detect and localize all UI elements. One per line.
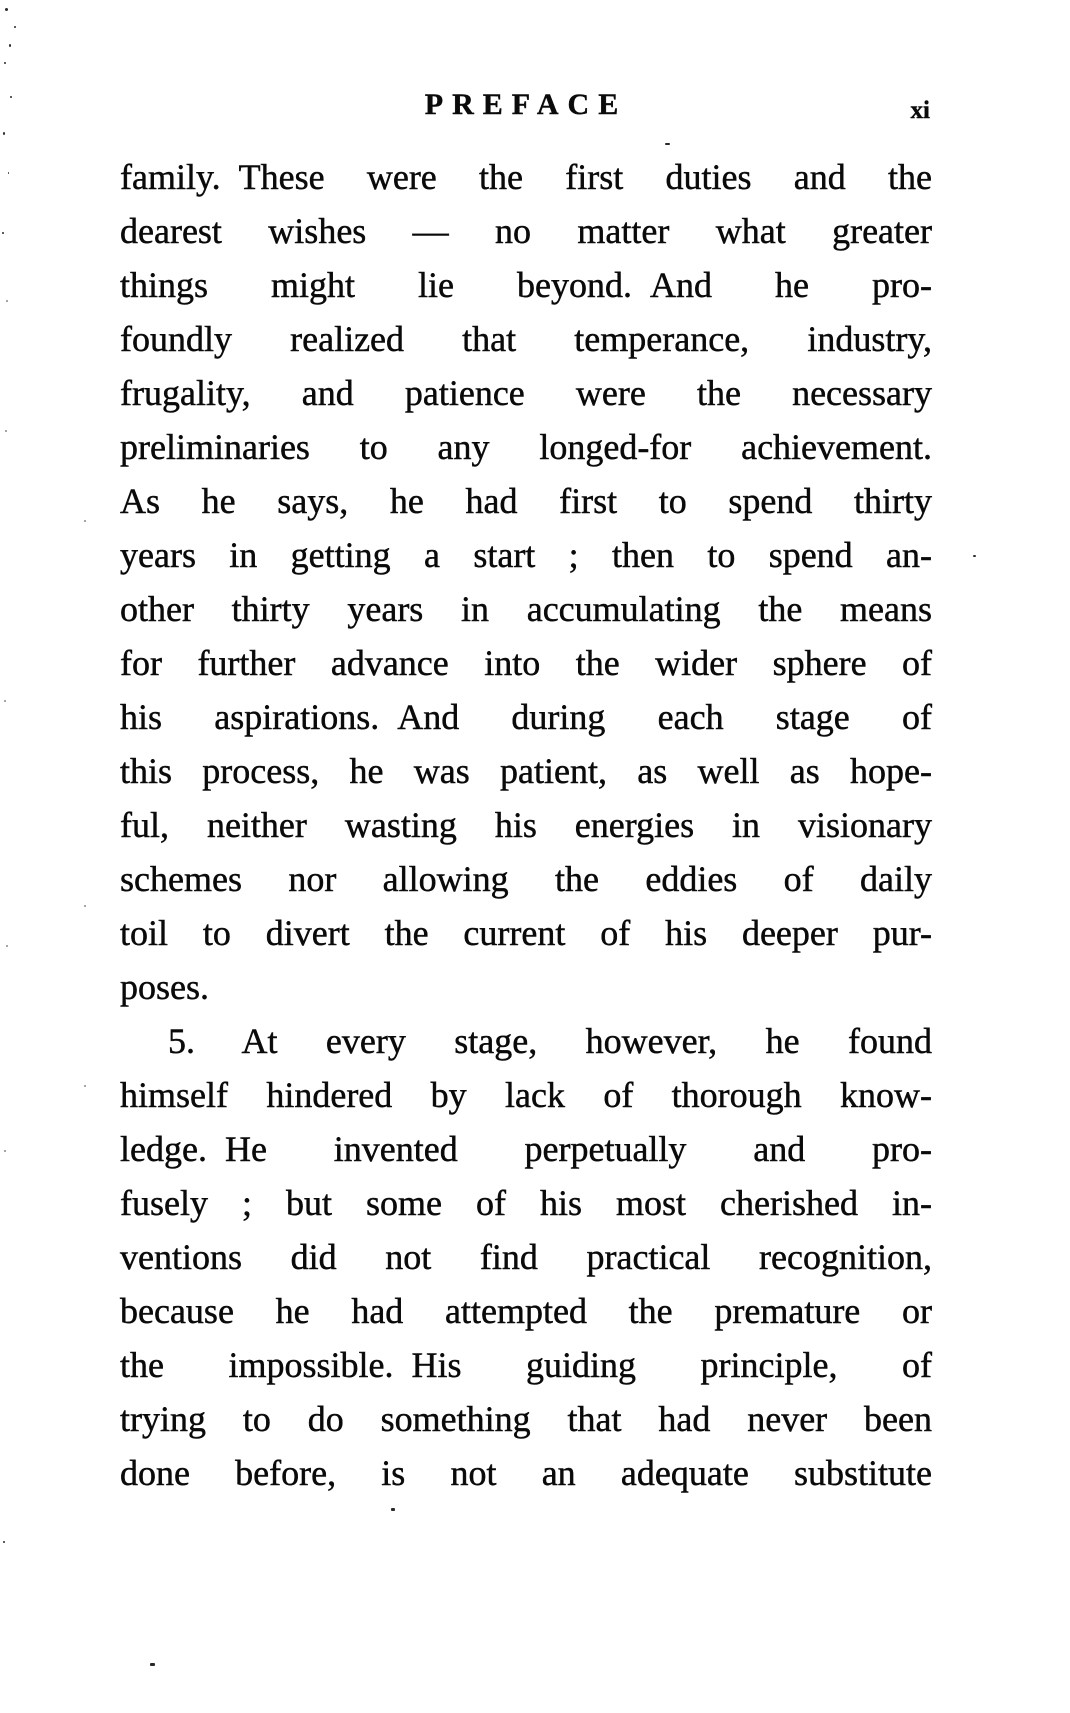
running-title: PREFACE [424,88,628,121]
text-line: schemes nor allowing the eddies of daily [120,859,932,899]
text-line: As he says, he had first to spend thirty [120,481,932,521]
scan-speck [2,232,4,234]
text-line: ventions did not find practical recognition, [120,1237,932,1277]
text-line: himself hindered by lack of thorough know- [120,1075,932,1115]
text-line: ful, neither wasting his energies in visionary [120,805,932,845]
scan-speck [4,1150,6,1152]
scan-speck [84,520,86,522]
text-line: dearest wishes — no matter what greater [120,211,932,251]
text-line: the impossible. His guiding principle, of [120,1345,932,1385]
text-line: fusely ; but some of his most cherished in- [120,1183,932,1223]
text-line: because he had attempted the premature or [120,1291,932,1331]
scan-speck [10,96,12,98]
scan-speck [4,62,6,64]
scan-speck [5,430,7,432]
scan-speck [14,26,16,28]
text-line: done before, is not an adequate substitute [120,1453,932,1493]
scan-speck [84,1085,86,1087]
page-header [120,88,932,128]
scan-speck [8,172,9,174]
text-line: preliminaries to any longed-for achievement. [120,427,932,467]
text-line: family. These were the first duties and the [120,157,932,197]
scan-speck [973,555,976,557]
text-line: foundly realized that temperance, industry, [120,319,932,359]
text-line: frugality, and patience were the necessary [120,373,932,413]
text-line: things might lie beyond. And he pro- [120,265,932,305]
scan-speck [4,700,6,702]
text-line: years in getting a start ; then to spend an- [120,535,932,575]
text-line: his aspirations. And during each stage of [120,697,932,737]
scan-speck [3,1541,5,1543]
scan-speck [9,44,11,47]
scan-speck [5,8,8,11]
text-line: this process, he was patient, as well as hope- [120,751,932,791]
scan-speck [84,905,86,907]
text-line: trying to do something that had never been [120,1399,932,1439]
body-text [120,150,932,1500]
page-number: xi [910,97,930,124]
text-line: 5. At every stage, however, he found [168,1021,932,1061]
scan-speck [3,132,5,135]
text-line: for further advance into the wider sphere of [120,643,932,683]
scan-speck [6,300,8,302]
text-line: poses. [120,967,209,1007]
scan-speck [150,1663,155,1666]
text-line: ledge. He invented perpetually and pro- [120,1129,932,1169]
scan-speck [6,945,8,947]
text-line: toil to divert the current of his deeper pur- [120,913,932,953]
text-line: other thirty years in accumulating the means [120,589,932,629]
scan-speck [391,1508,395,1511]
scan-speck [665,143,670,145]
